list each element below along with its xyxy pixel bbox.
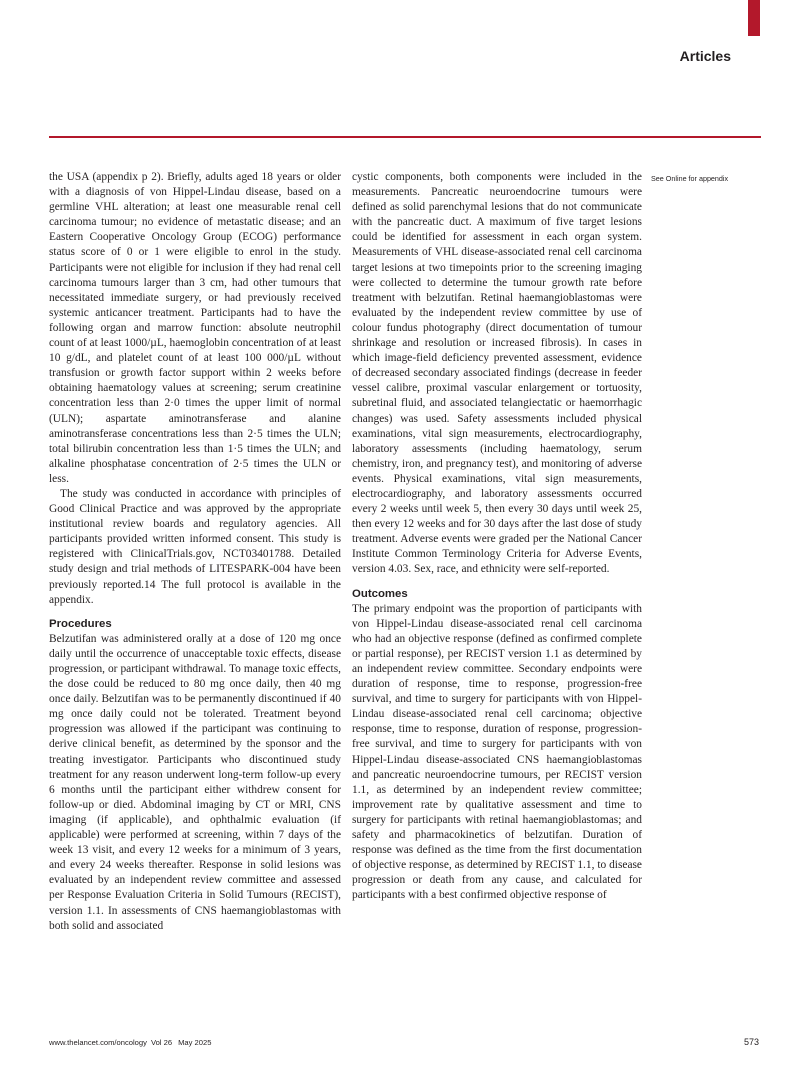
footer-volume: Vol 26 [150,1038,173,1047]
section-label: Articles [679,48,731,64]
right-column [352,170,642,904]
footer-month: May 2025 [178,1038,212,1047]
assessment-paragraph: cystic components, both components were included in the measurements. Pancreatic neuroendocrine tumours were defined as solid parenchymal lesions that do not communicate with the pancreatic duct. A maximum of five target lesions could be identified for assessment in each organ system. Measurements of VHL disease-associated renal cell carcinoma target lesions at two timepoints prior to the screening imaging were collected to determine the tumour growth rate before treatment with belzutifan. Retinal haemangioblastomas were evaluated by the independent review committee by use of colour fundus photography (direct documentation of tumour shrinkage and resolution or increased fibrosis). In cases in which image-field deficiency prevented assessment, evidence of decreased secondary associated findings (decrease in feeder vessel calibre, proximal vascular enlargement or tortuosity, subretinal fluid, and associated telangiectatic or haemorrhagic changes) was used. Safety assessments included physical examinations, vital sign measurements, electrocardiography, laboratory assessments (including haematology, serum chemistry, iron, and pregnancy test), and monitoring of adverse events. Physical examinations, vital sign measurements, electrocardiography, and laboratory assessments occurred every 2 weeks until week 5, then every 30 days until week 25, then every 12 weeks and for 30 days after the last dose of study treatment. Adverse events were graded per the National Cancer Institute Common Terminology Criteria for Adverse Events, version 4.03. Sex, race, and ethnicity were self-reported. [352,171,642,576]
outcomes-heading: Outcomes [352,587,408,600]
footer-site-link[interactable]: www.thelancet.com/oncology [49,1038,147,1047]
section-color-tab [748,0,760,36]
ethics-paragraph: The study was conducted in accordance with principles of Good Clinical Practice and was approved by the appropriate institutional review boards and regulatory agencies. All participants provided written informed consent. This study is registered with ClinicalTrials.gov, NCT03401788. Detailed study design and trial methods of LITESPARK-004 have been previously reported.14 The full protocol is available in the appendix. [49,487,341,606]
header-rule [49,136,761,138]
left-column [49,170,341,934]
page-number: 573 [743,1037,759,1047]
eligibility-paragraph: the USA (appendix p 2). Briefly, adults aged 18 years or older with a diagnosis of von Hippel-Lindau disease, based on a germline VHL alteration; at least one measurable renal cell carcinoma tumour; no evidence of metastatic disease; and an Eastern Cooperative Oncology Group (ECOG) performance status score of 0 or 1 were eligible to enrol in the study. Participants were not eligible for inclusion if they had renal cell carcinoma tumours larger than 3 cm, had other tumours that necessitated immediate surgery, or had previously received systemic anticancer treatment. Participants had to have the following organ and marrow function: absolute neutrophil count of at least 1000/µL, haemoglobin concentration of at least 10 g/dL, and platelet count of at least 100 000/µL without transfusion or growth factor support within 2 weeks before obtaining haematology values at screening; serum creatinine concentration less than 2·0 times the upper limit of normal (ULN); aspartate aminotransferase and alanine aminotransferase concentrations less than 2·5 times the ULN; total bilirubin concentration less than 1·5 times the ULN; and alkaline phosphatase concentration of 2·5 times the ULN or less. [49,171,341,485]
procedures-paragraph: Belzutifan was administered orally at a dose of 120 mg once daily until the occurrence of unacceptable toxic effects, disease progression, or participant withdrawal. To manage toxic effects, the dose could be reduced to 80 mg once daily, then 40 mg once daily. Belzutifan was to be permanently discontinued if 40 mg once daily could not be tolerated. Treatment beyond progression was allowed if the participant was continuing to derive clinical benefit, as determined by the sponsor and the treating investigator. Participants who discontinued study treatment for any reason underwent long-term follow-up every 6 months until the participant either withdrew consent for follow-up or died. Abdominal imaging by CT or MRI, CNS imaging (if applicable), and ophthalmic evaluation (if applicable) were performed at screening, within 7 days of the week 13 visit, and every 12 weeks for a minimum of 3 years, and every 24 weeks thereafter. Response in solid lesions was evaluated by an independent review committee and assessed per Response Evaluation Criteria in Solid Tumours (RECIST), version 1.1. In assessments of CNS haemangioblastomas with both solid and associated [49,632,341,932]
outcomes-paragraph: The primary endpoint was the proportion of participants with von Hippel-Lindau disease-associated renal cell carcinoma who had an objective response (defined as confirmed complete or partial response), per RECIST version 1.1 as determined by an independent review committee. Secondary endpoints were duration of response, time to response, progression-free survival, and time to surgery for participants with von Hippel-Lindau disease-associated renal cell carcinoma; objective response, time to response, duration of response, progression-free survival, and time to surgery for participants with von Hippel-Lindau disease-associated CNS haemangioblastomas and pancreatic neuroendocrine tumours, per RECIST version 1.1, as determined by an independent review committee; improvement rate by qualitative assessment and time to surgery for participants with retinal haemangioblastomas; and safety and pharmacokinetics of belzutifan. Duration of response was defined as the time from the first documentation of objective response, as determined by RECIST 1.1, to disease progression or death from any cause, and calculated for participants with a best confirmed objective response of [352,602,642,902]
procedures-heading: Procedures [49,617,112,630]
footer-journal-info [49,1038,211,1047]
appendix-side-note[interactable]: See Online for appendix [651,174,729,183]
